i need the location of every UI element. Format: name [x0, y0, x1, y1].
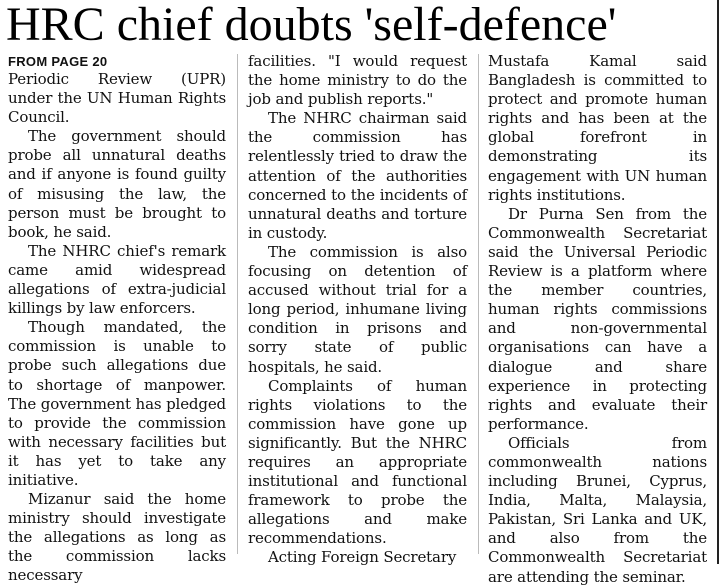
- paragraph: Mizanur said the home ministry should investigate the allegations as long as the commission lacks necessary: [8, 490, 226, 585]
- paragraph: Officials from commonwealth nations including Brunei, Cyprus, India, Malta, Malaysia, Pakistan, Sri Lanka and UK, and also from the Commonwealth Secretariat are attending the seminar.: [488, 433, 707, 586]
- article-column-1: [8, 70, 226, 586]
- article-column-2: [248, 52, 467, 568]
- paragraph: facilities. "I would request the home ministry to do the job and publish reports.": [248, 52, 467, 109]
- headline: HRC chief doubts 'self-defence': [6, 0, 617, 51]
- article-column-3: [488, 52, 707, 587]
- paragraph: Though mandated, the commission is unable to probe such allegations due to shortage of manpower. The government has pledged to provide the commission with necessary facilities but it has yet to take any initiative.: [8, 318, 226, 489]
- paragraph: The NHRC chairman said the commission has relentlessly tried to draw the attention of the authorities concerned to the incidents of unnatural deaths and torture in custody.: [248, 109, 467, 242]
- paragraph: Mustafa Kamal said Bangladesh is committed to protect and promote human rights and has been at the global forefront in demonstrating its engagement with UN human rights institutions.: [488, 52, 707, 204]
- paragraph: Complaints of human rights violations to the commission have gone up significantly. But the NHRC requires an appropriate institutional and functional framework to probe the allegations and make recommendations.: [248, 376, 467, 548]
- paragraph: The NHRC chief's remark came amid widespread allegations of extra-judicial killings by law enforcers.: [8, 241, 226, 318]
- column-divider: [237, 54, 238, 554]
- paragraph: The government should probe all unnatural deaths and if anyone is found guilty of misusing the law, the person must be brought to book, he said.: [8, 127, 226, 241]
- column-divider: [478, 54, 479, 554]
- paragraph: Acting Foreign Secretary: [268, 548, 457, 567]
- paragraph: Periodic Review (UPR) under the UN Human Rights Council.: [8, 70, 226, 127]
- paragraph: The commission is also focusing on detention of accused without trial for a long period, inhumane living condition in prisons and sorry state of public hospitals, he said.: [248, 242, 467, 376]
- jump-label: FROM PAGE 20: [8, 54, 108, 69]
- paragraph: Dr Purna Sen from the Commonwealth Secretariat said the Universal Periodic Review is a platform where the member countries, human rights commissions and non-governmental organisations can have a dialogue and share experience in protecting rights and evaluate their performance.: [488, 204, 707, 433]
